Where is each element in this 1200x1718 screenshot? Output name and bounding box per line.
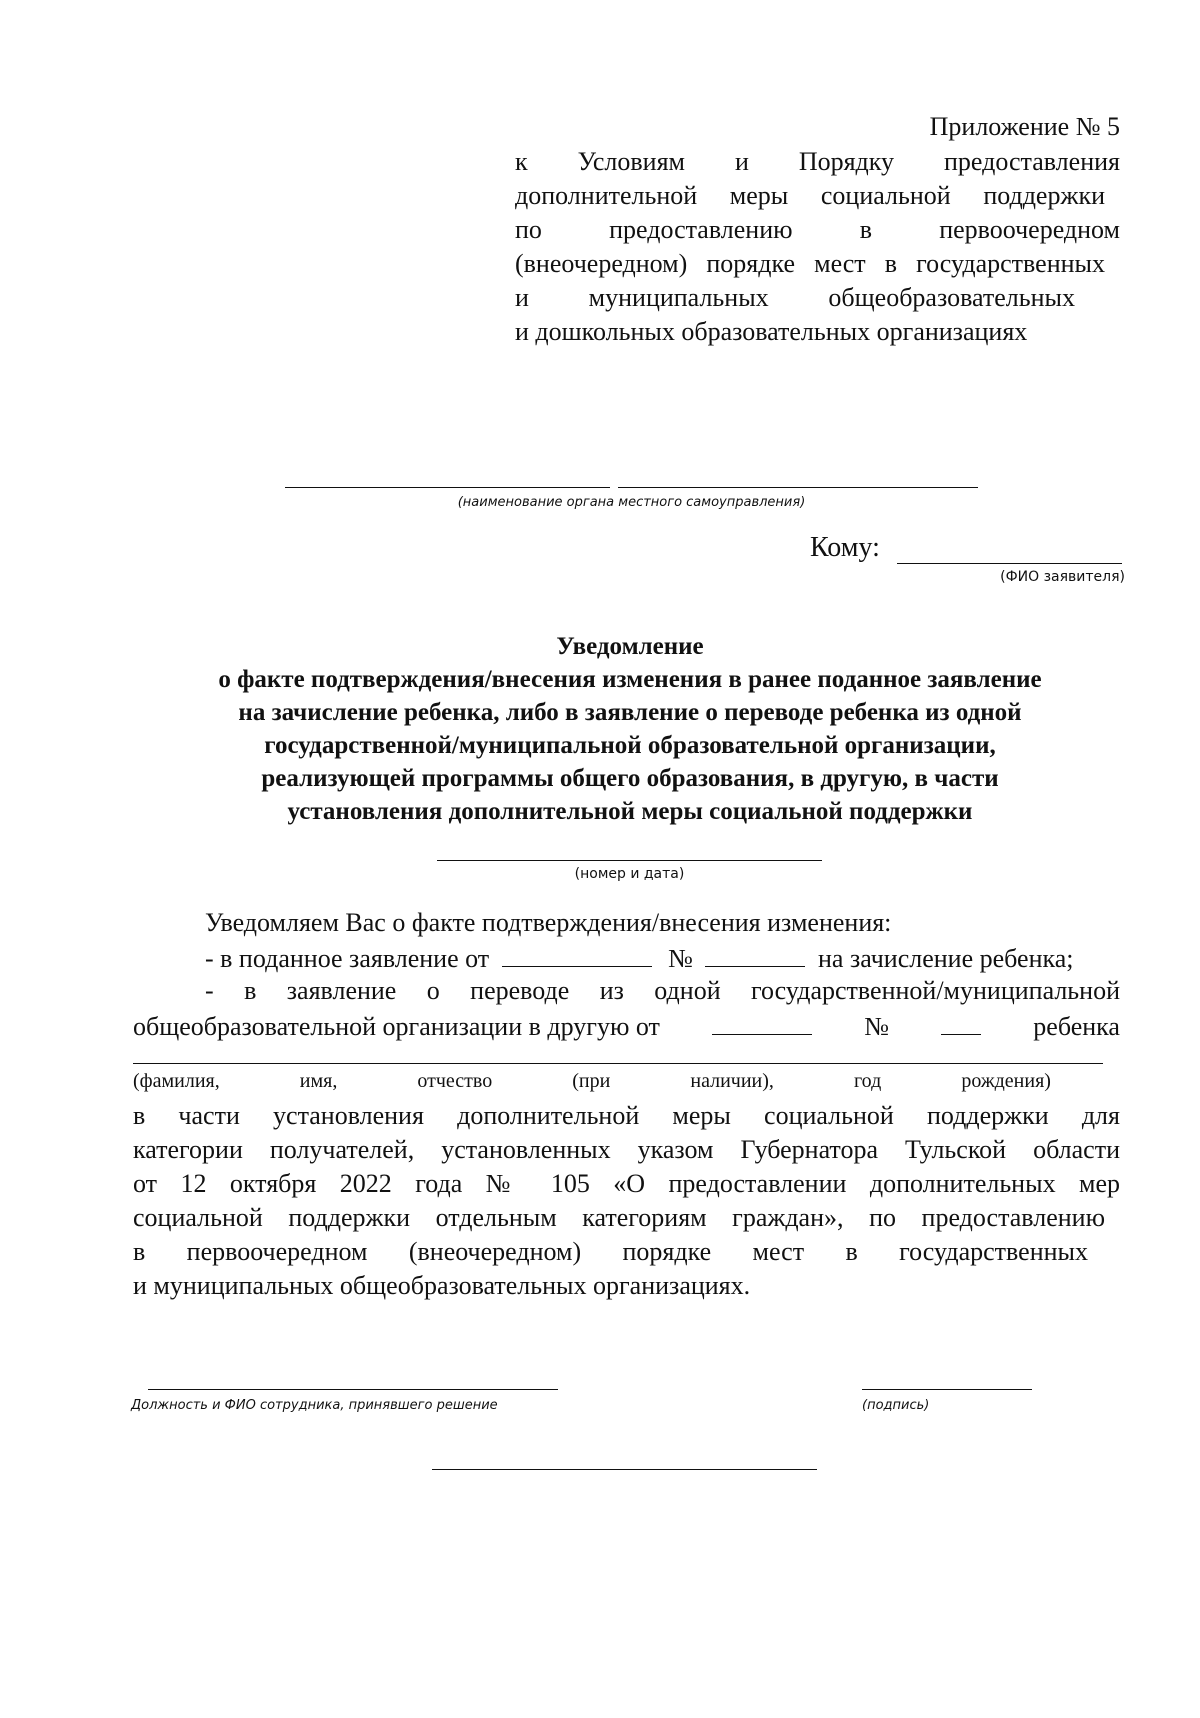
item1-number-blank	[705, 940, 805, 967]
annex-line: к Условиям и Порядку предоставления	[515, 147, 1120, 176]
authority-underline-left	[285, 487, 610, 488]
notice-subtitle-line: на зачисление ребенка, либо в заявление о переводе ребенка из одной	[238, 699, 1022, 726]
notice-heading: Уведомление	[556, 633, 704, 660]
number-date-caption: (номер и дата)	[574, 866, 685, 882]
annex-line: (внеочередном) порядке мест в государственных	[515, 249, 1105, 278]
signature-caption: (подпись)	[862, 1398, 930, 1413]
recipient-caption: (ФИО заявителя)	[1000, 569, 1125, 585]
item2-text-c: ребенка	[1033, 1012, 1120, 1041]
recipient-label: Кому:	[810, 532, 880, 563]
child-caption	[133, 1070, 1051, 1093]
annex-line: дополнительной меры социальной поддержки	[515, 181, 1105, 210]
child-caption-word: (фамилия,	[133, 1070, 220, 1092]
paragraph-line: категории получателей, установленных указом Губернатора Тульской области	[133, 1135, 1120, 1164]
child-name-underline	[133, 1063, 1103, 1064]
notice-subtitle-line: о факте подтверждения/внесения изменения в ранее поданное заявление	[218, 666, 1042, 693]
annex-number: Приложение № 5	[929, 112, 1120, 141]
annex-line: и муниципальных общеобразовательных	[515, 283, 1075, 312]
child-caption-word: рождения)	[961, 1070, 1051, 1092]
annex-line: и дошкольных образовательных организациях	[515, 317, 1028, 346]
item1-number-sign: №	[668, 944, 693, 973]
child-caption-word: наличии),	[690, 1070, 774, 1092]
body-item-2-line-2	[133, 1008, 1120, 1042]
body-item-2-line-1: - в заявление о переводе из одной государственной/муниципальной	[205, 976, 1120, 1005]
notice-subtitle-line: установления дополнительной меры социальной поддержки	[287, 798, 973, 825]
body-paragraph	[133, 1099, 1120, 1303]
paragraph-line: от 12 октября 2022 года № 105 «О предоставлении дополнительных мер	[133, 1169, 1120, 1198]
child-caption-word: (при	[572, 1070, 611, 1092]
position-underline	[148, 1389, 558, 1390]
authority-underline-right	[618, 487, 978, 488]
notice-subtitle-line: реализующей программы общего образования, в другую, в части	[261, 765, 999, 792]
signature-underline	[862, 1389, 1032, 1390]
item1-text-a: - в поданное заявление от	[205, 944, 490, 973]
recipient-underline	[897, 563, 1122, 564]
bottom-underline	[432, 1469, 817, 1470]
item2-text-a: общеобразовательной организации в другую от	[133, 1012, 660, 1041]
item1-date-blank	[502, 940, 652, 967]
annex-reference	[515, 145, 1120, 349]
number-date-underline	[437, 860, 822, 861]
body-item-1	[205, 940, 1120, 974]
notice-subtitle-line: государственной/муниципальной образовательной организации,	[264, 732, 996, 759]
item1-text-c: на зачисление ребенка;	[817, 944, 1074, 973]
paragraph-line: и муниципальных общеобразовательных организациях.	[133, 1271, 751, 1300]
item2-date-blank	[712, 1008, 812, 1035]
child-caption-word: отчество	[417, 1070, 493, 1092]
position-caption: Должность и ФИО сотрудника, принявшего решение	[131, 1398, 498, 1413]
child-caption-word: год	[853, 1070, 882, 1092]
notice-title	[130, 630, 1130, 828]
item2-number-blank	[941, 1008, 981, 1035]
paragraph-line: в первоочередном (внеочередном) порядке мест в государственных	[133, 1237, 1088, 1266]
paragraph-line: социальной поддержки отдельным категориям граждан», по предоставлению	[133, 1203, 1105, 1232]
child-caption-word: имя,	[299, 1070, 338, 1092]
authority-caption: (наименование органа местного самоуправления)	[457, 495, 806, 510]
paragraph-line: в части установления дополнительной меры социальной поддержки для	[133, 1101, 1120, 1130]
item2-number-sign: №	[864, 1012, 889, 1041]
body-intro: Уведомляем Вас о факте подтверждения/внесения изменения:	[205, 908, 892, 937]
annex-line: по предоставлению в первоочередном	[515, 215, 1120, 244]
